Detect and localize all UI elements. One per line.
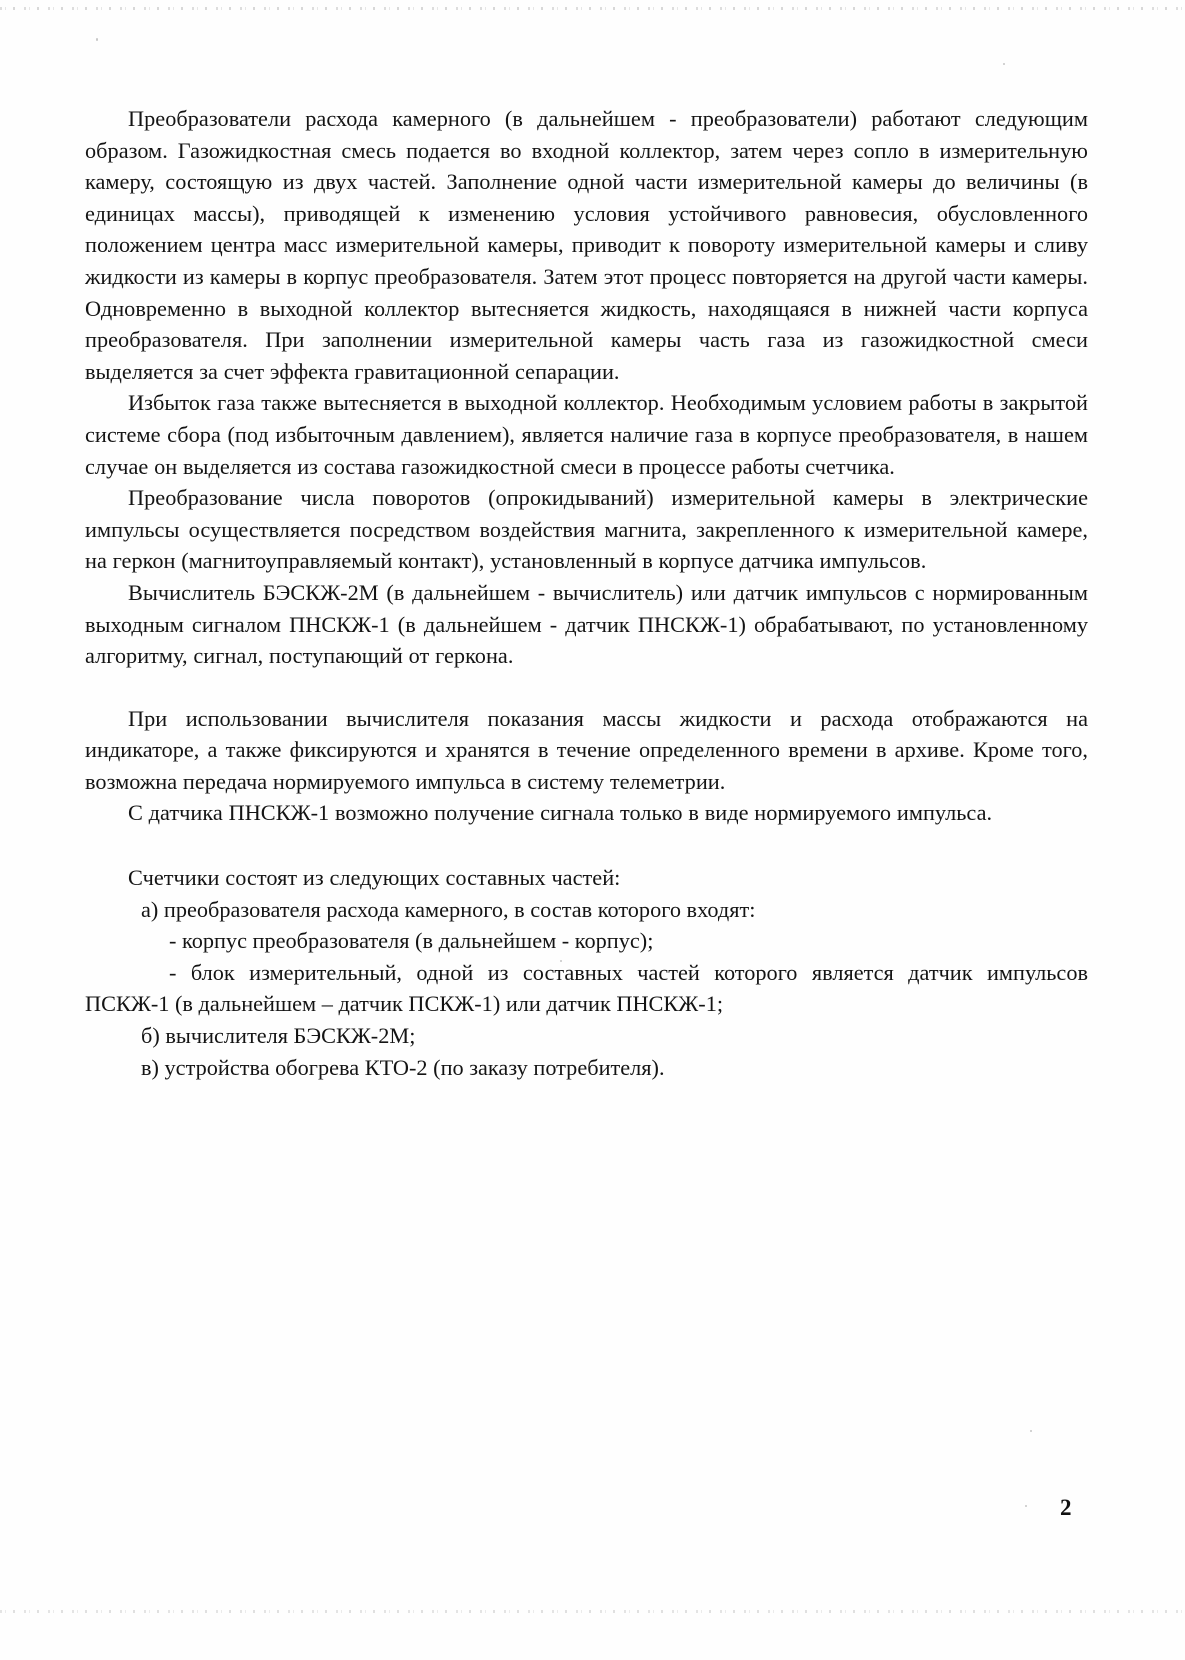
list-item: а) преобразователя расхода камерного, в состав которого входят:	[141, 896, 756, 922]
body-paragraph: Вычислитель БЭСКЖ-2М (в дальнейшем - вычислитель) или датчик импульсов с нормированным выходным сигналом ПНСКЖ-1 (в дальнейшем - датчик ПНСКЖ-1) обрабатывают, по установленному алгоритму, сигнал, поступающий от геркона.	[85, 579, 1088, 669]
paragraph-spacer	[85, 672, 1088, 703]
scan-artifact-bottom-edge	[0, 1610, 1185, 1613]
section-spacer	[85, 829, 1088, 862]
document-text-column	[85, 103, 1088, 1083]
scan-artifact-top-edge	[0, 7, 1185, 10]
scan-speck	[1025, 1505, 1027, 1507]
body-paragraph: Преобразование числа поворотов (опрокидываний) измерительной камеры в электрические импульсы осуществляется посредством воздействия магнита, закрепленного к измерительной камере, на геркон (магнитоуправляемый контакт), установленный в корпусе датчика импульсов.	[85, 485, 1088, 574]
list-item: - блок измерительный, одной из составных частей которого является датчик импульсов ПСКЖ-1 (в дальнейшем – датчик ПСКЖ-1) или датчик ПНСКЖ-1;	[85, 959, 1088, 1017]
page-number: 2	[1060, 1495, 1072, 1520]
body-paragraph: С датчика ПНСКЖ-1 возможно получение сигнала только в виде нормируемого импульса.	[128, 800, 993, 826]
scan-speck	[1003, 63, 1005, 65]
list-item: б) вычислителя БЭСКЖ-2М;	[141, 1023, 416, 1049]
list-item: - корпус преобразователя (в дальнейшем - корпус);	[169, 928, 654, 954]
body-paragraph: Преобразователи расхода камерного (в дальнейшем - преобразователи) работают следующим образом. Газожидкостная смесь подается во входной коллектор, затем через сопло в измерительную камеру, состоящую из двух частей. Заполнение одной части измерительной камеры до величины (в единицах массы), приводящей к изменению условия устойчивого равновесия, обусловленного положением центра масс измерительной камеры, приводит к повороту измерительной камеры и сливу жидкости из камеры в корпус преобразователя. Затем этот процесс повторяется на другой части камеры. Одновременно в выходной коллектор вытесняется жидкость, находящаяся в нижней части корпуса преобразователя. При заполнении измерительной камеры часть газа из газожидкостной смеси выделяется за счет эффекта гравитационной сепарации.	[85, 106, 1088, 384]
body-paragraph: При использовании вычислителя показания массы жидкости и расхода отображаются на индикаторе, а также фиксируются и хранятся в течение определенного времени в архиве. Кроме того, возможна передача нормируемого импульса в систему телеметрии.	[85, 705, 1088, 794]
scan-speck	[1030, 1430, 1032, 1432]
list-item: в) устройства обогрева КТО-2 (по заказу потребителя).	[141, 1054, 665, 1080]
scan-speck	[96, 38, 98, 41]
body-paragraph: Избыток газа также вытесняется в выходной коллектор. Необходимым условием работы в закрытой системе сбора (под избыточным давлением), является наличие газа в корпусе преобразователя, в нашем случае он выделяется из состава газожидкостной смеси в процессе работы счетчика.	[85, 390, 1088, 479]
list-intro-paragraph: Счетчики состоят из следующих составных частей:	[128, 865, 621, 891]
